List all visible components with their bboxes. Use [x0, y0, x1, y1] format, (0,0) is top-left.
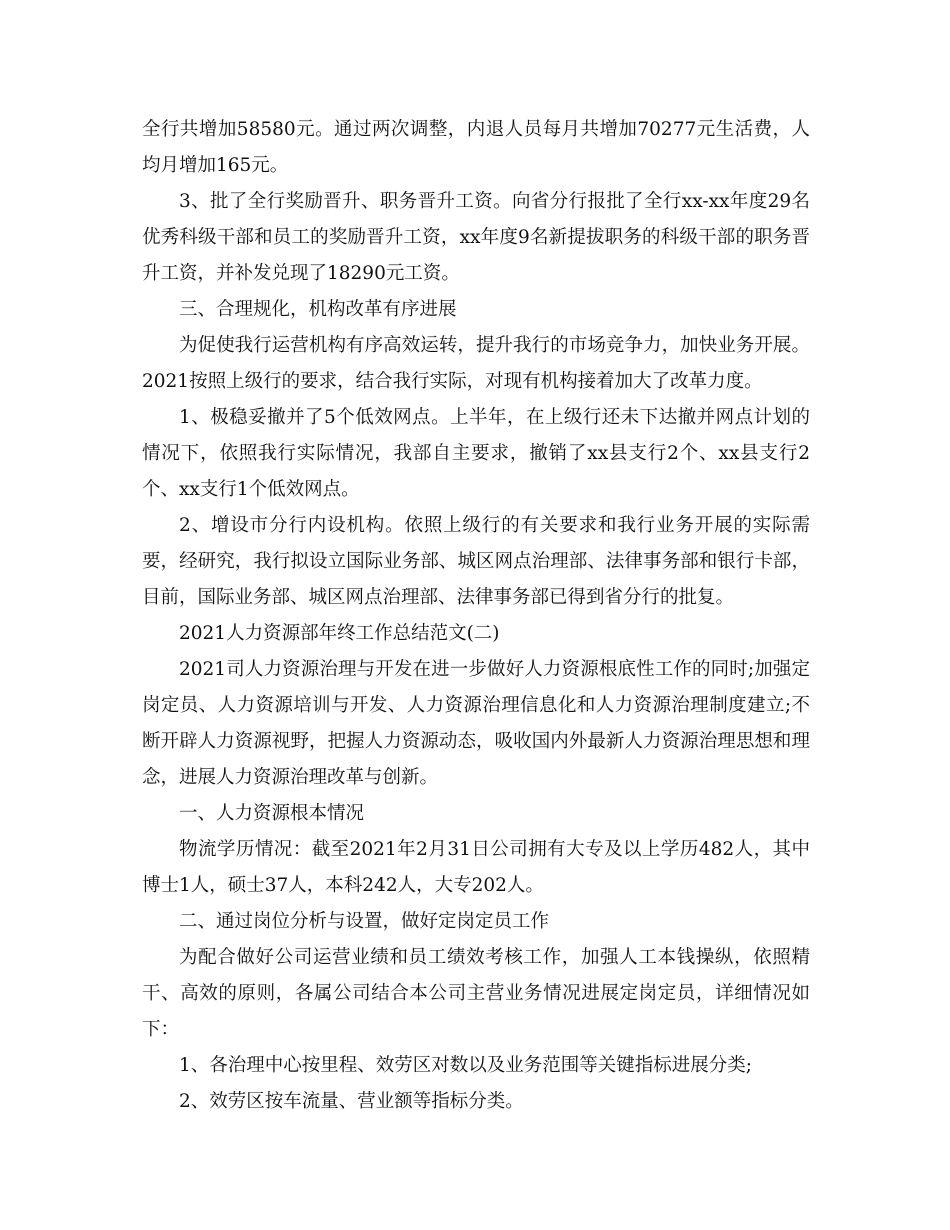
section-heading-1: 一、人力资源根本情况 [179, 803, 365, 824]
paragraph-item-2: 2、增设市分行内设机构。依照上级行的有关要求和我行业务开展的实际需要，经研究，我行拟设立国际业务部、城区网点治理部、法律事务部和银行卡部，目前，国际业务部、城区网点治理部、法律事务部已得到省分行的批复。 [142, 515, 810, 608]
list-item-1: 1、各治理中心按里程、效劳区对数以及业务范围等关键指标进展分类; [179, 1055, 753, 1076]
section-heading-2: 二、通过岗位分析与设置，做好定岗定员工作 [179, 911, 550, 932]
document-body [142, 112, 810, 1120]
paragraph-education: 物流学历情况：截至2021年2月31日公司拥有大专及以上学历482人，其中博士1人，硕士37人，本科242人，大专202人。 [142, 839, 810, 896]
paragraph-intro: 2021司人力资源治理与开发在进一步做好人力资源根底性工作的同时;加强定岗定员、人力资源培训与开发、人力资源治理信息化和人力资源治理制度建立;不断开辟人力资源视野，把握人力资源动态，吸收国内外最新人力资源治理思想和理念，进展人力资源治理改革与创新。 [142, 659, 810, 788]
paragraph-item-1: 1、极稳妥撤并了5个低效网点。上半年，在上级行还未下达撤并网点计划的情况下，依照我行实际情况，我部自主要求，撤销了xx县支行2个、xx县支行2个、xx支行1个低效网点。 [142, 407, 810, 500]
section-heading-3: 三、合理规化，机构改革有序进展 [179, 299, 457, 320]
paragraph-staffing: 为配合做好公司运营业绩和员工绩效考核工作，加强人工本钱操纵，依照精干、高效的原则，各属公司结合本公司主营业务情况进展定岗定员，详细情况如下： [142, 947, 810, 1040]
list-item-2: 2、效劳区按车流量、营业额等指标分类。 [179, 1091, 524, 1112]
paragraph-item-3: 3、批了全行奖励晋升、职务晋升工资。向省分行报批了全行xx-xx年度29名优秀科级干部和员工的奖励晋升工资，xx年度9名新提拔职务的科级干部的职务晋升工资，并补发兑现了18290元工资。 [142, 191, 810, 284]
paragraph-body: 为促使我行运营机构有序高效运转，提升我行的市场竞争力，加快业务开展。2021按照上级行的要求，结合我行实际，对现有机构接着加大了改革力度。 [142, 335, 810, 392]
paragraph-continuation: 全行共增加58580元。通过两次调整，内退人员每月共增加70277元生活费，人均月增加165元。 [142, 119, 810, 176]
document-subtitle: 2021人力资源部年终工作总结范文(二) [179, 623, 500, 644]
